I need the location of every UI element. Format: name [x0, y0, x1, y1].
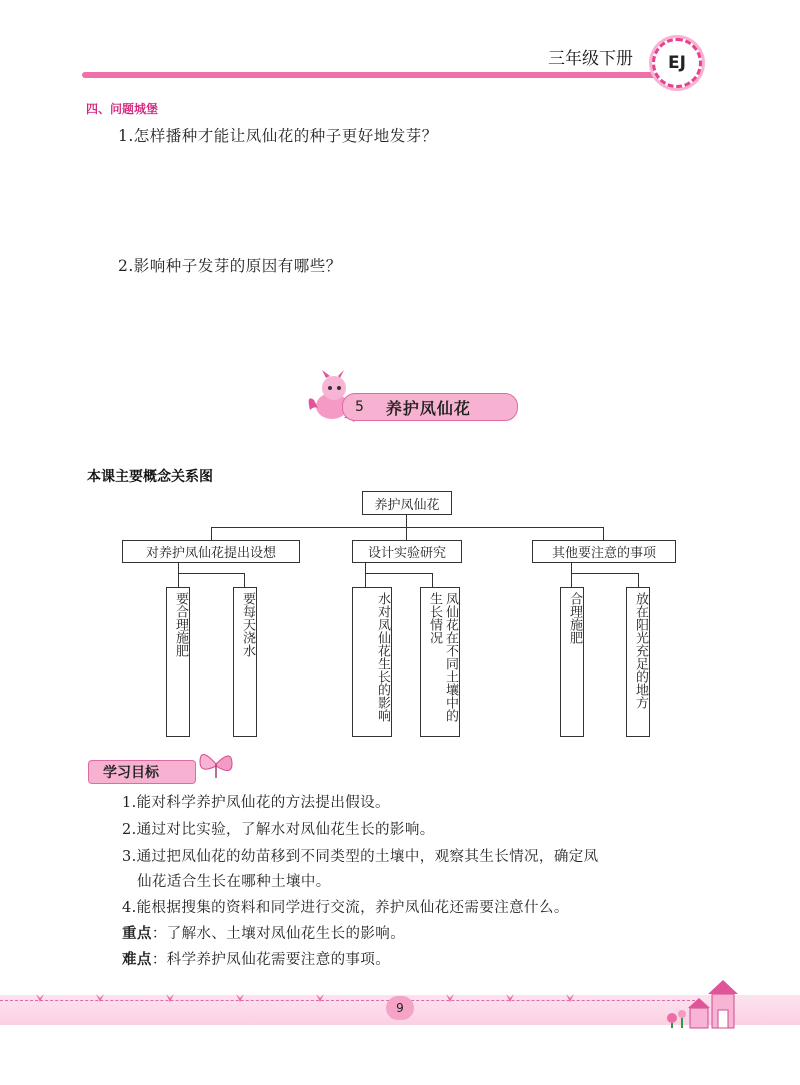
- map-leaf: 水对凤仙花生长的影响: [352, 587, 392, 737]
- goal-item: 仙花适合生长在哪种土壤中。: [137, 874, 331, 890]
- butterfly-icon: [196, 744, 236, 784]
- connector: [603, 527, 604, 540]
- goals-tag: 学习目标: [88, 760, 196, 784]
- map-leaf: 要合理施肥: [166, 587, 190, 737]
- connector: [178, 563, 179, 573]
- page-number: 9: [386, 996, 414, 1020]
- map-root: 养护凤仙花: [362, 491, 452, 515]
- grass-decoration-icon: [30, 988, 590, 1004]
- header-rule: [82, 72, 662, 78]
- difficulty-label: 难点: [122, 952, 152, 968]
- goal-item: 4.能根据搜集的资料和同学进行交流，养护凤仙花还需要注意什么。: [122, 900, 569, 916]
- connector: [406, 527, 407, 540]
- question-2: 2.影响种子发芽的原因有哪些？: [118, 257, 342, 275]
- connector: [365, 563, 366, 573]
- connector: [178, 573, 179, 587]
- connector: [211, 527, 604, 528]
- question-1: 1.怎样播种才能让凤仙花的种子更好地发芽？: [118, 127, 438, 145]
- connector: [571, 573, 639, 574]
- lesson-banner: [342, 393, 518, 421]
- key-point: [122, 922, 405, 943]
- key-point-label: 重点: [122, 926, 152, 942]
- map-branch: 其他要注意的事项: [532, 540, 676, 563]
- edition-badge: [652, 38, 702, 88]
- goal-item: 2.通过对比实验，了解水对凤仙花生长的影响。: [122, 822, 435, 838]
- concept-map-heading: 本课主要概念关系图: [87, 469, 213, 485]
- connector: [571, 563, 572, 573]
- connector: [365, 573, 366, 587]
- key-point-text: ：了解水、土壤对凤仙花生长的影响。: [151, 926, 406, 942]
- map-leaf: 放在阳光充足的地方: [626, 587, 650, 737]
- connector: [406, 515, 407, 527]
- map-branch: 设计实验研究: [352, 540, 462, 563]
- castle-decoration-icon: [660, 980, 750, 1030]
- connector: [571, 573, 572, 587]
- connector: [244, 573, 245, 587]
- map-branch: 对养护凤仙花提出设想: [122, 540, 300, 563]
- goal-item: 1.能对科学养护凤仙花的方法提出假设。: [122, 795, 390, 811]
- map-leaf: 凤仙花在不同土壤中的生长情况: [420, 587, 460, 737]
- connector: [432, 573, 433, 587]
- edition-badge-text: EJ: [668, 53, 686, 73]
- difficulty-text: ：科学养护凤仙花需要注意的事项。: [151, 952, 391, 968]
- difficulty-point: [122, 948, 390, 969]
- grade-label: 三年级下册: [548, 49, 633, 69]
- map-leaf: 要每天浇水: [233, 587, 257, 737]
- lesson-number: 5: [355, 399, 364, 415]
- goal-item: 3.通过把凤仙花的幼苗移到不同类型的土壤中，观察其生长情况，确定凤: [122, 849, 599, 865]
- connector: [178, 573, 245, 574]
- connector: [638, 573, 639, 587]
- connector: [365, 573, 433, 574]
- section-title: 四、问题城堡: [86, 102, 159, 116]
- lesson-title: 养护凤仙花: [385, 398, 471, 418]
- connector: [211, 527, 212, 540]
- map-leaf: 合理施肥: [560, 587, 584, 737]
